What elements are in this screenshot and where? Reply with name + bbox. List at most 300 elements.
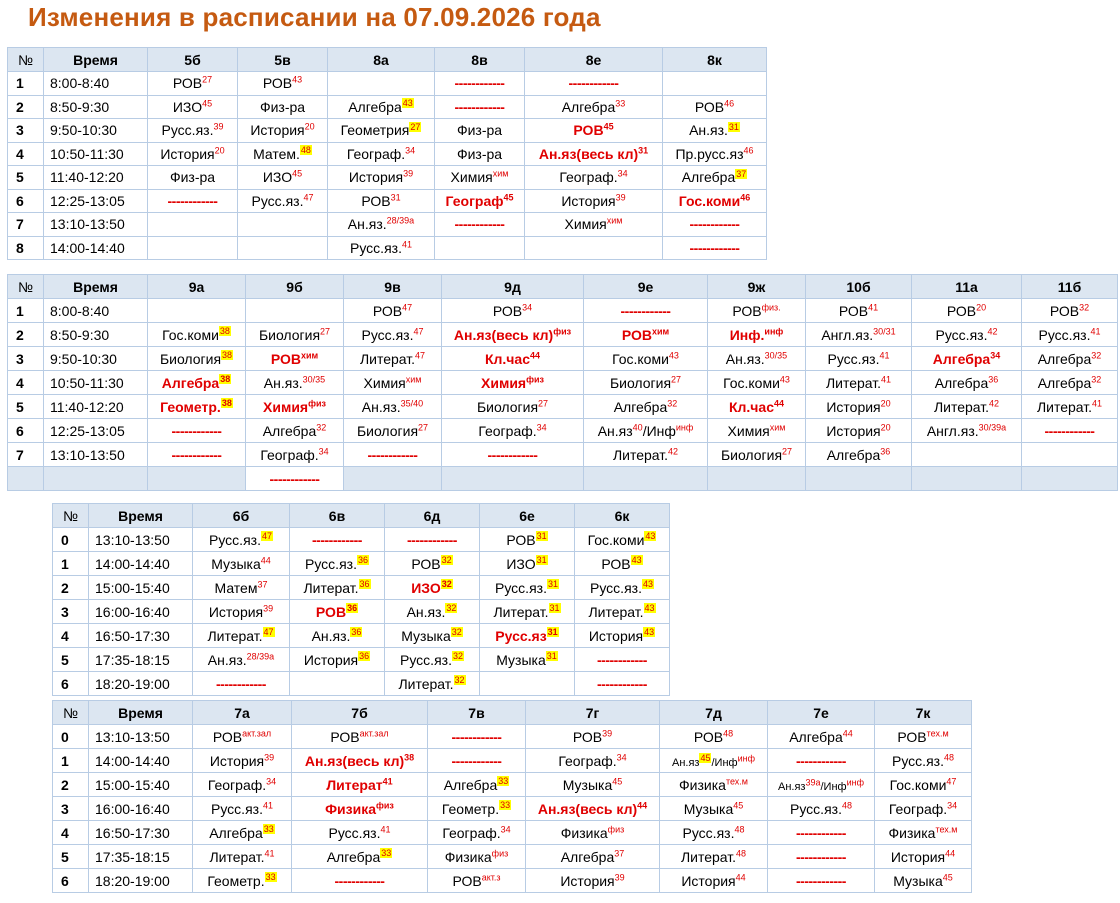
room-number: 31 (549, 602, 560, 613)
lesson-time: 11:40-12:20 (44, 395, 148, 419)
subject (790, 801, 852, 817)
subject-name: Русс.яз. (790, 800, 842, 817)
lesson-cell (193, 725, 292, 749)
subject-name: РОВ (573, 122, 604, 139)
subject (211, 556, 271, 572)
col-header-class: 7г (526, 701, 660, 725)
subject (454, 327, 571, 343)
lesson-cell (238, 189, 328, 213)
subject (173, 99, 212, 115)
lesson-cell (435, 213, 525, 237)
subject-name: Географ. (888, 800, 948, 817)
subject (350, 240, 412, 256)
subject-name: Ан.яз. (263, 374, 303, 391)
subject-name: Алгебра (613, 398, 668, 415)
subject-name: РОВ (492, 302, 523, 319)
subject-name: История (890, 848, 946, 865)
subject-name: Матем. (253, 145, 300, 162)
table-row (53, 624, 670, 648)
lesson-cell (246, 323, 344, 347)
cancelled-lesson: ------------ (367, 446, 418, 463)
lesson-time: 16:50-17:30 (89, 821, 193, 845)
lesson-cell (246, 299, 344, 323)
lesson-cell (912, 323, 1022, 347)
room-number: 35/40 (400, 397, 424, 408)
subject (934, 399, 999, 415)
room-number: 47 (946, 775, 957, 786)
table-row (53, 749, 972, 773)
lesson-number: 5 (8, 395, 44, 419)
subject (927, 423, 1006, 439)
room-number: 33 (381, 847, 392, 858)
lesson-cell (480, 576, 575, 600)
room-number: 39 (615, 192, 626, 203)
lesson-cell (525, 236, 663, 260)
room-number: 40 (632, 421, 643, 432)
room-number: 41 (1092, 397, 1103, 408)
subject-name: Гос.коми (889, 776, 947, 793)
subject-name: Алгебра (326, 848, 381, 865)
lesson-cell (344, 443, 442, 467)
lesson-cell (663, 236, 767, 260)
lesson-cell (575, 624, 670, 648)
col-header-class: 11а (912, 275, 1022, 299)
subject-name: Литерат. (207, 627, 263, 644)
room-number: 47 (415, 349, 426, 360)
lesson-cell (290, 648, 385, 672)
page-title: Изменения в расписании на 07.09.2026 года (28, 2, 601, 32)
subject (614, 399, 678, 415)
subject-name: Русс.яз. (495, 579, 547, 596)
subject-name: РОВ (361, 192, 391, 209)
lesson-cell (148, 347, 246, 371)
room-number: 41 (1090, 325, 1101, 336)
subject-name: Физика (679, 776, 726, 793)
subject-name: Алгебра (348, 98, 402, 115)
lesson-cell (193, 552, 290, 576)
subject-name: Музыка (683, 800, 734, 817)
room-number: 47 (261, 530, 272, 541)
lesson-cell (806, 371, 912, 395)
subject-name: Географ. (346, 145, 406, 162)
subject-name: Геометр. (160, 398, 221, 415)
subject (539, 146, 648, 162)
lesson-cell (344, 347, 442, 371)
subject-name: Русс.яз. (251, 192, 304, 209)
room-number: 32 (1079, 301, 1090, 312)
subject-name: Алгебра (209, 824, 263, 841)
subject (728, 423, 786, 439)
room-number: 31 (547, 578, 558, 589)
lesson-cell (442, 395, 584, 419)
lesson-cell (148, 142, 238, 166)
subject (1038, 375, 1102, 391)
subject (897, 729, 948, 745)
lesson-number: 4 (8, 142, 44, 166)
lesson-cell (526, 749, 660, 773)
room-number: акт.зал (359, 727, 389, 738)
subject (563, 777, 623, 793)
table-row (8, 347, 1118, 371)
subject-name: История (303, 651, 359, 668)
room-number: 43 (631, 554, 642, 565)
lesson-cell (480, 552, 575, 576)
col-header-class: 9а (148, 275, 246, 299)
lesson-cell (238, 166, 328, 190)
subject (589, 628, 655, 644)
table-row (8, 213, 767, 237)
subject-name: Кл.час (484, 350, 530, 367)
lesson-time: 15:00-15:40 (89, 773, 193, 797)
lesson-cell (344, 371, 442, 395)
subject-name: Литерат. (680, 848, 737, 865)
room-number: акт.з (481, 871, 501, 882)
lesson-cell (768, 773, 875, 797)
lesson-cell (428, 773, 526, 797)
lesson-cell (663, 72, 767, 96)
lesson-cell (435, 95, 525, 119)
table-row (8, 72, 767, 96)
subject-name: Музыка (893, 872, 943, 889)
lesson-cell (193, 821, 292, 845)
lesson-number: 4 (53, 624, 89, 648)
subject-name: Алгебра (934, 374, 989, 391)
room-number: хим (405, 373, 422, 384)
lesson-number: 5 (53, 648, 89, 672)
cancelled-lesson: ------------ (454, 75, 505, 92)
col-header-class: 9б (246, 275, 344, 299)
subject-name: История (208, 603, 264, 620)
col-header-class: 9е (584, 275, 708, 299)
subject-name: Алгебра (443, 776, 498, 793)
subject (481, 375, 544, 391)
lesson-cell (148, 189, 238, 213)
subject-name: РОВ (897, 728, 927, 745)
room-number: инф (675, 421, 694, 432)
lesson-cell (912, 395, 1022, 419)
table-row (8, 95, 767, 119)
subject-name: РОВ (212, 728, 243, 745)
room-number: 34 (617, 168, 628, 179)
subject-name: Алгебра (262, 422, 317, 439)
room-number: 33 (500, 799, 511, 810)
room-number: 47 (413, 325, 424, 336)
lesson-number: 0 (53, 725, 89, 749)
col-header-class: 7к (875, 701, 972, 725)
table-row (8, 419, 1118, 443)
lesson-time: 13:10-13:50 (89, 528, 193, 552)
subject-name: История (561, 192, 616, 209)
subject (373, 303, 412, 319)
room-number: 36 (988, 373, 999, 384)
table-row (53, 821, 972, 845)
subject (695, 99, 734, 115)
lesson-cell (912, 371, 1022, 395)
lesson-cell (148, 236, 238, 260)
lesson-cell (435, 166, 525, 190)
subject (357, 423, 428, 439)
room-number: 38 (220, 373, 231, 384)
lesson-cell (328, 95, 435, 119)
room-number: 46 (724, 98, 735, 109)
lesson-cell (193, 648, 290, 672)
lesson-cell (290, 672, 385, 696)
lesson-cell (480, 624, 575, 648)
room-number: 41 (868, 301, 879, 312)
room-number: 45 (942, 871, 953, 882)
room-number: инф (737, 752, 755, 763)
room-number: физ (376, 799, 394, 810)
subject-name: РОВ (621, 326, 652, 343)
subject-name: РОВ (372, 302, 403, 319)
subject-name: История (209, 752, 265, 769)
subject-name: Ан.яз. (406, 603, 446, 620)
header-row (8, 275, 1118, 299)
subject (253, 146, 312, 162)
subject (330, 729, 388, 745)
subject-name: Кл.час (728, 398, 774, 415)
subject-name-alt: /Инф (820, 780, 847, 793)
col-header-class: 6к (575, 504, 670, 528)
lesson-cell (290, 600, 385, 624)
room-number: 42 (989, 397, 1000, 408)
room-number: хим (651, 325, 670, 336)
lesson-time: 14:00-14:40 (89, 749, 193, 773)
lesson-time: 12:25-13:05 (44, 189, 148, 213)
subject-name: Биология (258, 326, 321, 343)
lesson-cell (385, 576, 480, 600)
subject (726, 351, 787, 367)
subject (723, 375, 790, 391)
subject (260, 447, 328, 463)
lesson-cell (584, 323, 708, 347)
subject-name: ИЗО (172, 98, 203, 115)
lesson-cell (768, 845, 875, 869)
subject-name: Музыка (211, 555, 261, 572)
lesson-cell (912, 347, 1022, 371)
lesson-time: 11:40-12:20 (44, 166, 148, 190)
lesson-cell (660, 797, 768, 821)
lesson-time: 17:35-18:15 (89, 845, 193, 869)
subject-name: Инф. (729, 326, 765, 343)
room-number: 48 (734, 823, 745, 834)
room-number: 20 (976, 301, 987, 312)
subject (451, 169, 509, 185)
room-number: 34 (990, 349, 1001, 360)
subject (215, 580, 268, 596)
subject (1038, 351, 1102, 367)
subject-name: Ан.яз(весь кл) (453, 326, 554, 343)
lesson-cell (875, 749, 972, 773)
subject (683, 825, 745, 841)
lesson-cell (1022, 299, 1118, 323)
room-number: 44 (945, 847, 956, 858)
lesson-cell: Физ-ра (435, 119, 525, 143)
subject-name: История (560, 872, 615, 889)
subject-name: Физика (888, 824, 936, 841)
room-number: 41 (380, 823, 391, 834)
room-number: 37 (736, 168, 747, 179)
lesson-time: 8:00-8:40 (44, 299, 148, 323)
room-number: 34 (616, 751, 627, 762)
room-number: 32 (316, 421, 327, 432)
subject-name: Географ. (478, 422, 537, 439)
table-row (8, 119, 767, 143)
lesson-cell (526, 869, 660, 893)
room-number: 32 (667, 397, 678, 408)
subject-name: Литерат. (359, 350, 416, 367)
subject-name: Русс.яз. (209, 531, 261, 548)
table-row (8, 443, 1118, 467)
room-number: 36 (351, 626, 362, 637)
cancelled-lesson: ------------ (269, 470, 320, 487)
cancelled-lesson: ------------ (689, 216, 740, 233)
subject-name: История (348, 169, 404, 186)
lesson-time: 8:00-8:40 (44, 72, 148, 96)
subject (559, 169, 627, 185)
table-row (53, 528, 670, 552)
lesson-cell (246, 347, 344, 371)
subject (496, 652, 558, 668)
col-header-class: 8а (328, 48, 435, 72)
subject (162, 327, 231, 343)
lesson-cell (193, 845, 292, 869)
col-header-time: Время (89, 701, 193, 725)
subject-name: Алгебра (789, 728, 843, 745)
subject (250, 122, 314, 138)
subject-name: Алгебра (1037, 374, 1092, 391)
subject (538, 801, 647, 817)
subject-name: Русс.яз. (935, 326, 988, 343)
room-number: 32 (1091, 349, 1102, 360)
subject (506, 532, 547, 548)
lesson-time: 8:50-9:30 (44, 323, 148, 347)
subject (341, 122, 422, 138)
subject-name: Геометрия (340, 122, 410, 139)
subject-name: Физика (325, 800, 377, 817)
lesson-time: 14:00-14:40 (89, 552, 193, 576)
lesson-cell (768, 749, 875, 773)
subject (316, 604, 358, 620)
lesson-number: 1 (53, 552, 89, 576)
subject (789, 729, 853, 745)
lesson-time: 12:25-13:05 (44, 419, 148, 443)
subject-name: РОВ (172, 75, 203, 92)
room-number: 31 (546, 650, 557, 661)
subject-name: Гос.коми (723, 374, 780, 391)
room-number: 31 (390, 192, 401, 203)
table-row (53, 552, 670, 576)
lesson-number: 2 (53, 773, 89, 797)
subject-name: История (826, 398, 881, 415)
subject-name: Химия (363, 374, 406, 391)
room-number: физ (553, 325, 572, 336)
subject-name: РОВ (693, 728, 724, 745)
lesson-cell (806, 347, 912, 371)
room-number: 28/39а (386, 215, 415, 226)
subject (1037, 399, 1102, 415)
subject (1039, 327, 1101, 343)
subject-name: Русс.яз. (1038, 326, 1091, 343)
lesson-number: 4 (53, 821, 89, 845)
lesson-cell (193, 869, 292, 893)
table-row (53, 773, 972, 797)
lesson-cell (328, 119, 435, 143)
room-number: 39 (213, 121, 224, 132)
subject (263, 75, 302, 91)
lesson-cell (148, 299, 246, 323)
room-number: 48 (841, 799, 852, 810)
lesson-cell (385, 528, 480, 552)
lesson-cell (912, 467, 1022, 491)
lesson-cell (660, 773, 768, 797)
header-row (53, 701, 972, 725)
lesson-time: 13:10-13:50 (44, 213, 148, 237)
lesson-cell (708, 299, 806, 323)
subject (442, 825, 510, 841)
subject (679, 193, 750, 209)
room-number: инф (764, 325, 784, 336)
cancelled-lesson: ------------ (1044, 422, 1095, 439)
lesson-cell (292, 845, 428, 869)
room-number: тех.м (926, 727, 949, 738)
subject-name: Русс.яз. (892, 752, 944, 769)
col-header-class: 6д (385, 504, 480, 528)
lesson-cell (708, 347, 806, 371)
subject (207, 628, 274, 644)
room-number: 34 (536, 421, 547, 432)
lesson-cell (708, 323, 806, 347)
col-header-number: № (8, 275, 44, 299)
lesson-cell (328, 236, 435, 260)
lesson-number: 6 (53, 672, 89, 696)
room-number: 43 (644, 626, 655, 637)
subject (303, 580, 370, 596)
room-number: 45 (700, 752, 711, 763)
subject (828, 351, 890, 367)
subject-name: РОВ (315, 603, 347, 620)
subject (721, 447, 792, 463)
room-number: тех.м (935, 823, 958, 834)
subject (485, 351, 540, 367)
room-number: хим (606, 215, 623, 226)
subject-name: История (826, 422, 881, 439)
lesson-cell (238, 213, 328, 237)
subject (681, 849, 746, 865)
lesson-cell (584, 443, 708, 467)
schedule-table-7 (52, 700, 972, 893)
col-header-class: 9в (344, 275, 442, 299)
subject-name: Гос.коми (612, 350, 669, 367)
lesson-cell (428, 749, 526, 773)
subject-name: Музыка (562, 776, 613, 793)
lesson-time: 17:35-18:15 (89, 648, 193, 672)
subject (305, 753, 414, 769)
lesson-cell (575, 552, 670, 576)
room-number: 34 (405, 145, 416, 156)
subject-name: Ан.яз(весь кл) (537, 800, 638, 817)
subject (495, 628, 558, 644)
lesson-cell (708, 443, 806, 467)
subject (558, 753, 626, 769)
subject (684, 801, 744, 817)
lesson-cell (480, 600, 575, 624)
subject-name: РОВ (270, 350, 301, 367)
table-row (53, 672, 670, 696)
subject-name: Русс.яз. (305, 555, 357, 572)
subject (573, 122, 613, 138)
subject-name: Ан.яз. (207, 651, 247, 668)
